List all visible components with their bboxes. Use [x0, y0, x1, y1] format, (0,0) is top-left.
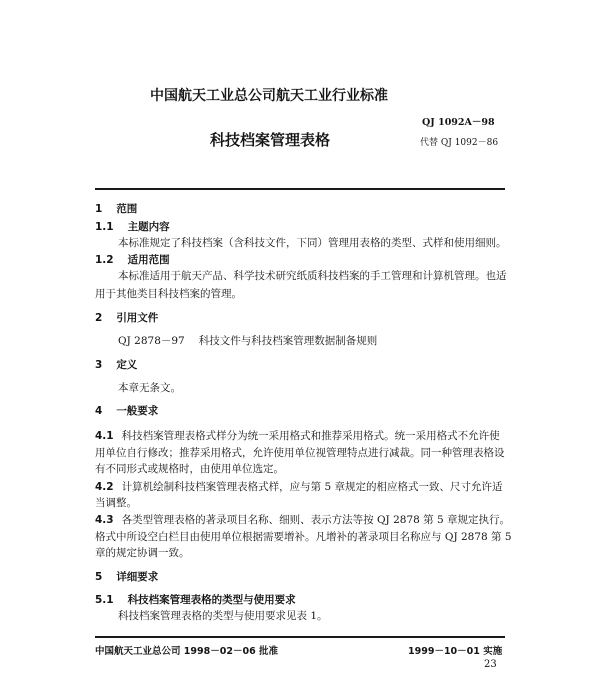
referenced-document — [118, 335, 377, 348]
section-1-heading — [95, 203, 137, 216]
section-3-heading — [95, 359, 137, 372]
paragraph-line: 用于其他类目科技档案的管理。 — [95, 288, 242, 300]
section-number: 2 — [95, 312, 103, 324]
section-4-heading — [95, 405, 158, 418]
document-title: 科技档案管理表格 — [210, 131, 331, 149]
footer-divider — [95, 636, 505, 638]
paragraph-line: 本章无条文。 — [118, 382, 181, 394]
section-title: 适用范围 — [127, 254, 170, 266]
section-number: 5.1 — [95, 594, 114, 606]
paragraph-line: 科技档案管理表格的类型与使用要求见表 1。 — [118, 610, 328, 622]
section-title: 范围 — [116, 203, 138, 215]
section-5-1-heading — [95, 594, 296, 607]
paragraph-line: 格式中所设空白栏目由使用单位根据需要增补。凡增补的著录项目名称应与 QJ 2878 第 5 — [95, 531, 512, 543]
section-title: 一般要求 — [116, 405, 159, 417]
page-number: 23 — [484, 659, 497, 670]
section-number: 1.2 — [95, 254, 114, 266]
section-1-1-heading — [95, 221, 170, 234]
clause-4-1-line — [95, 430, 500, 443]
clause-number: 4.1 — [95, 430, 114, 442]
clause-text: 科技档案管理表格式样分为统一采用格式和推荐采用格式。统一采用格式不允许使 — [121, 430, 500, 442]
section-number: 4 — [95, 405, 103, 417]
reference-code: QJ 2878－97 — [118, 335, 185, 347]
section-number: 1 — [95, 203, 103, 215]
section-2-heading — [95, 312, 158, 325]
replaces-standard: 代替 QJ 1092－86 — [420, 138, 499, 148]
header-divider — [95, 188, 505, 190]
section-title: 引用文件 — [116, 312, 159, 324]
effective-date: 1999－10－01 实施 — [408, 646, 503, 657]
section-title: 科技档案管理表格的类型与使用要求 — [127, 594, 296, 606]
paragraph-line: 有不同形式或规格时，由使用单位选定。 — [95, 463, 284, 475]
section-number: 5 — [95, 571, 103, 583]
standard-code: QJ 1092A－98 — [422, 117, 495, 128]
paragraph-line: 用单位自行修改；推荐采用格式，允许使用单位视管理特点进行减裁。同一种管理表格设 — [95, 447, 505, 459]
paragraph-line: 本标准适用于航天产品、科学技术研究纸质科技档案的手工管理和计算机管理。也适 — [118, 270, 507, 282]
paragraph-line: 本标准规定了科技档案（含科技文件，下同）管理用表格的类型、式样和使用细则。 — [118, 237, 507, 249]
section-1-2-heading — [95, 254, 170, 267]
clause-text: 各类型管理表格的著录项目名称、细则、表示方法等按 QJ 2878 第 5 章规定执行。 — [121, 514, 511, 526]
paragraph-line: 当调整。 — [95, 497, 137, 509]
clause-4-2-line — [95, 481, 502, 494]
section-title: 详细要求 — [116, 571, 159, 583]
paragraph-line: 章的规定协调一致。 — [95, 547, 190, 559]
reference-title: 科技文件与科技档案管理数据制备规则 — [198, 335, 378, 347]
section-number: 3 — [95, 359, 103, 371]
clause-4-3-line — [95, 514, 510, 527]
approval-statement: 中国航天工业总公司 1998－02－06 批准 — [95, 646, 278, 657]
issuing-organization-title: 中国航天工业总公司航天工业行业标准 — [150, 88, 388, 104]
clause-number: 4.2 — [95, 481, 114, 493]
section-title: 主题内容 — [127, 221, 170, 233]
section-number: 1.1 — [95, 221, 114, 233]
clause-text: 计算机绘制科技档案管理表格式样，应与第 5 章规定的相应格式一致、尺寸允许适 — [121, 481, 503, 493]
clause-number: 4.3 — [95, 514, 114, 526]
section-title: 定义 — [116, 359, 138, 371]
section-5-heading — [95, 571, 158, 584]
